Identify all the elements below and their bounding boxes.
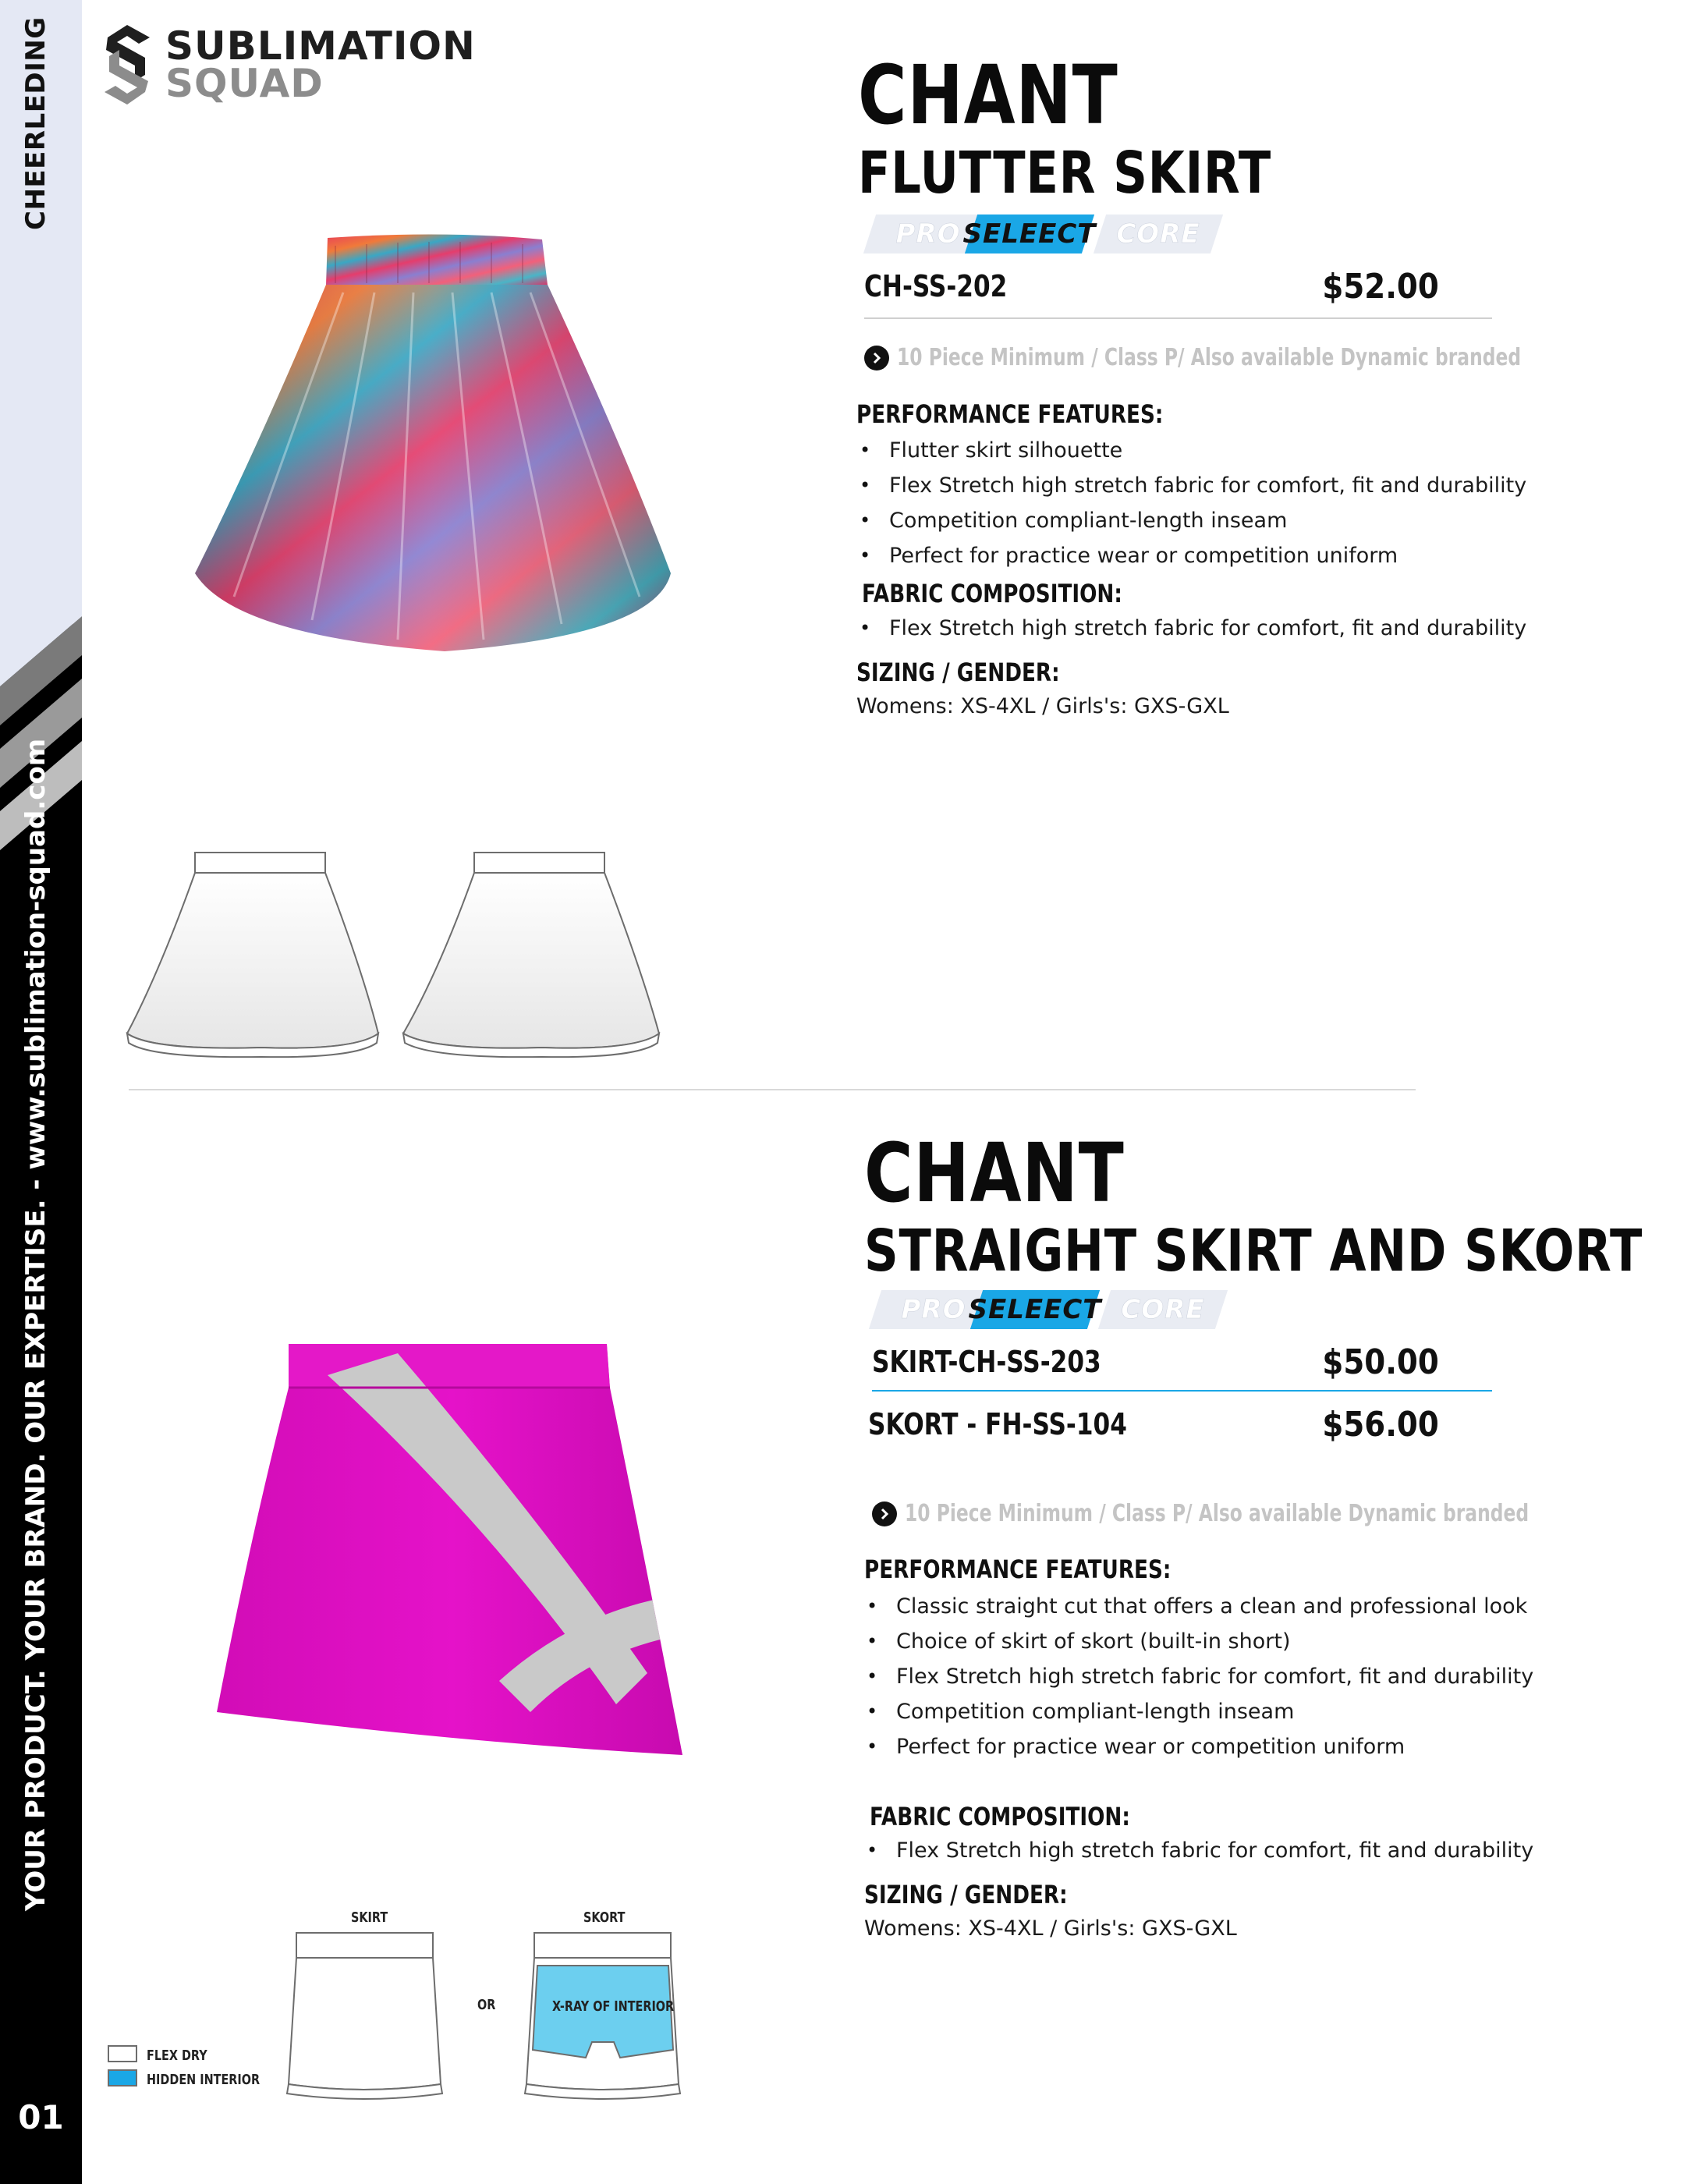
product-1-sizing: Womens: XS-4XL / Girls's: GXS-GXL: [856, 694, 1229, 718]
list-item: • Perfect for practice wear or competition uniform: [856, 538, 1526, 573]
flutter-skirt-flat-diagram: [121, 846, 682, 1057]
legend-hidden-interior: HIDDEN INTERIOR: [147, 2072, 261, 2088]
sidebar-category: CHEERLEDING: [20, 16, 51, 230]
product-1-fabric-heading: FABRIC COMPOSITION:: [862, 579, 1122, 608]
product-1-note-text: 10 Piece Minimum / Class P/ Also available Dynamic branded: [897, 344, 1522, 371]
list-item: • Flex Stretch high stretch fabric for comfort, fit and durability: [856, 468, 1526, 503]
product-1-subtitle: FLUTTER SKIRT: [858, 140, 1272, 207]
diagram-or-label: OR: [477, 1997, 496, 2013]
list-item: • Flex Stretch high stretch fabric for comfort, fit and durability: [856, 611, 1526, 646]
product-2-subtitle: STRAIGHT SKIRT AND SKORT: [864, 1218, 1643, 1285]
diagram-skort-label: SKORT: [583, 1909, 626, 1926]
product-2-tier-core: CORE: [1104, 1290, 1221, 1329]
list-item: • Flutter skirt silhouette: [856, 433, 1526, 468]
straight-skirt-photo: [211, 1338, 694, 1759]
diagram-xray-label: X-RAY OF INTERIOR: [552, 1998, 675, 2015]
product-2-sizing-heading: SIZING / GENDER:: [864, 1880, 1068, 1909]
flutter-skirt-photo: [187, 230, 686, 667]
product-2-fabric-list: [863, 1833, 1533, 1868]
product-2-tier-selected: SELEECT: [977, 1290, 1094, 1329]
product-2-price-skort: $56.00: [1322, 1405, 1439, 1445]
logo-icon: [100, 20, 154, 111]
list-item: • Perfect for practice wear or competition uniform: [863, 1729, 1533, 1764]
product-1-tier-selected: SELEECT: [971, 214, 1088, 254]
product-2-sku-skirt: SKIRT-CH-SS-203: [872, 1345, 1101, 1379]
product-1-performance-heading: PERFORMANCE FEATURES:: [856, 399, 1164, 429]
sidebar: [0, 0, 82, 2184]
page-number: 01: [18, 2098, 64, 2136]
list-item: • Competition compliant-length inseam: [863, 1694, 1533, 1729]
product-2-note-text: 10 Piece Minimum / Class P/ Also available Dynamic branded: [905, 1500, 1530, 1527]
product-2-title: CHANT: [864, 1126, 1125, 1221]
product-1-rule: [864, 317, 1492, 319]
section-divider: [129, 1089, 1416, 1090]
product-2-note: [872, 1500, 1705, 1527]
list-item: • Choice of skirt of skort (built-in short): [863, 1624, 1533, 1659]
product-2-performance-heading: PERFORMANCE FEATURES:: [864, 1555, 1172, 1584]
product-2-sizing: Womens: XS-4XL / Girls's: GXS-GXL: [864, 1916, 1237, 1941]
product-2-sku-skort: SKORT - FH-SS-104: [868, 1407, 1127, 1441]
product-1-fabric-list: [856, 611, 1526, 646]
product-2-performance-list: [863, 1589, 1533, 1764]
diagram-skirt-label: SKIRT: [351, 1909, 388, 1926]
list-item: • Classic straight cut that offers a clean and professional look: [863, 1589, 1533, 1624]
chevron-right-icon: [864, 346, 889, 370]
product-2-tier-pro: PRO: [875, 1290, 992, 1329]
legend-flex-dry: FLEX DRY: [147, 2048, 207, 2064]
list-item: • Competition compliant-length inseam: [856, 503, 1526, 538]
product-1-sizing-heading: SIZING / GENDER:: [856, 658, 1060, 687]
product-1-price: $52.00: [1322, 267, 1439, 307]
product-1-performance-list: [856, 433, 1526, 573]
product-1-note: [864, 344, 1697, 371]
product-1-title: CHANT: [858, 48, 1118, 143]
logo-text-primary: SUBLIMATION: [165, 23, 476, 69]
product-2-fabric-heading: FABRIC COMPOSITION:: [870, 1802, 1130, 1831]
product-1-tier-pro: PRO: [870, 214, 987, 254]
chevron-right-icon: [872, 1502, 897, 1526]
product-2-price-skirt: $50.00: [1322, 1342, 1439, 1382]
list-item: • Flex Stretch high stretch fabric for comfort, fit and durability: [863, 1833, 1533, 1868]
list-item: • Flex Stretch high stretch fabric for comfort, fit and durability: [863, 1659, 1533, 1694]
product-2-rule: [872, 1390, 1492, 1392]
product-1-sku: CH-SS-202: [864, 269, 1008, 303]
logo-text-secondary: SQUAD: [165, 61, 324, 106]
product-1-tier-core: CORE: [1100, 214, 1217, 254]
sidebar-tagline: YOUR PRODUCT. YOUR BRAND. OUR EXPERTISE. - www.sublimation-squad.com: [20, 738, 51, 1911]
